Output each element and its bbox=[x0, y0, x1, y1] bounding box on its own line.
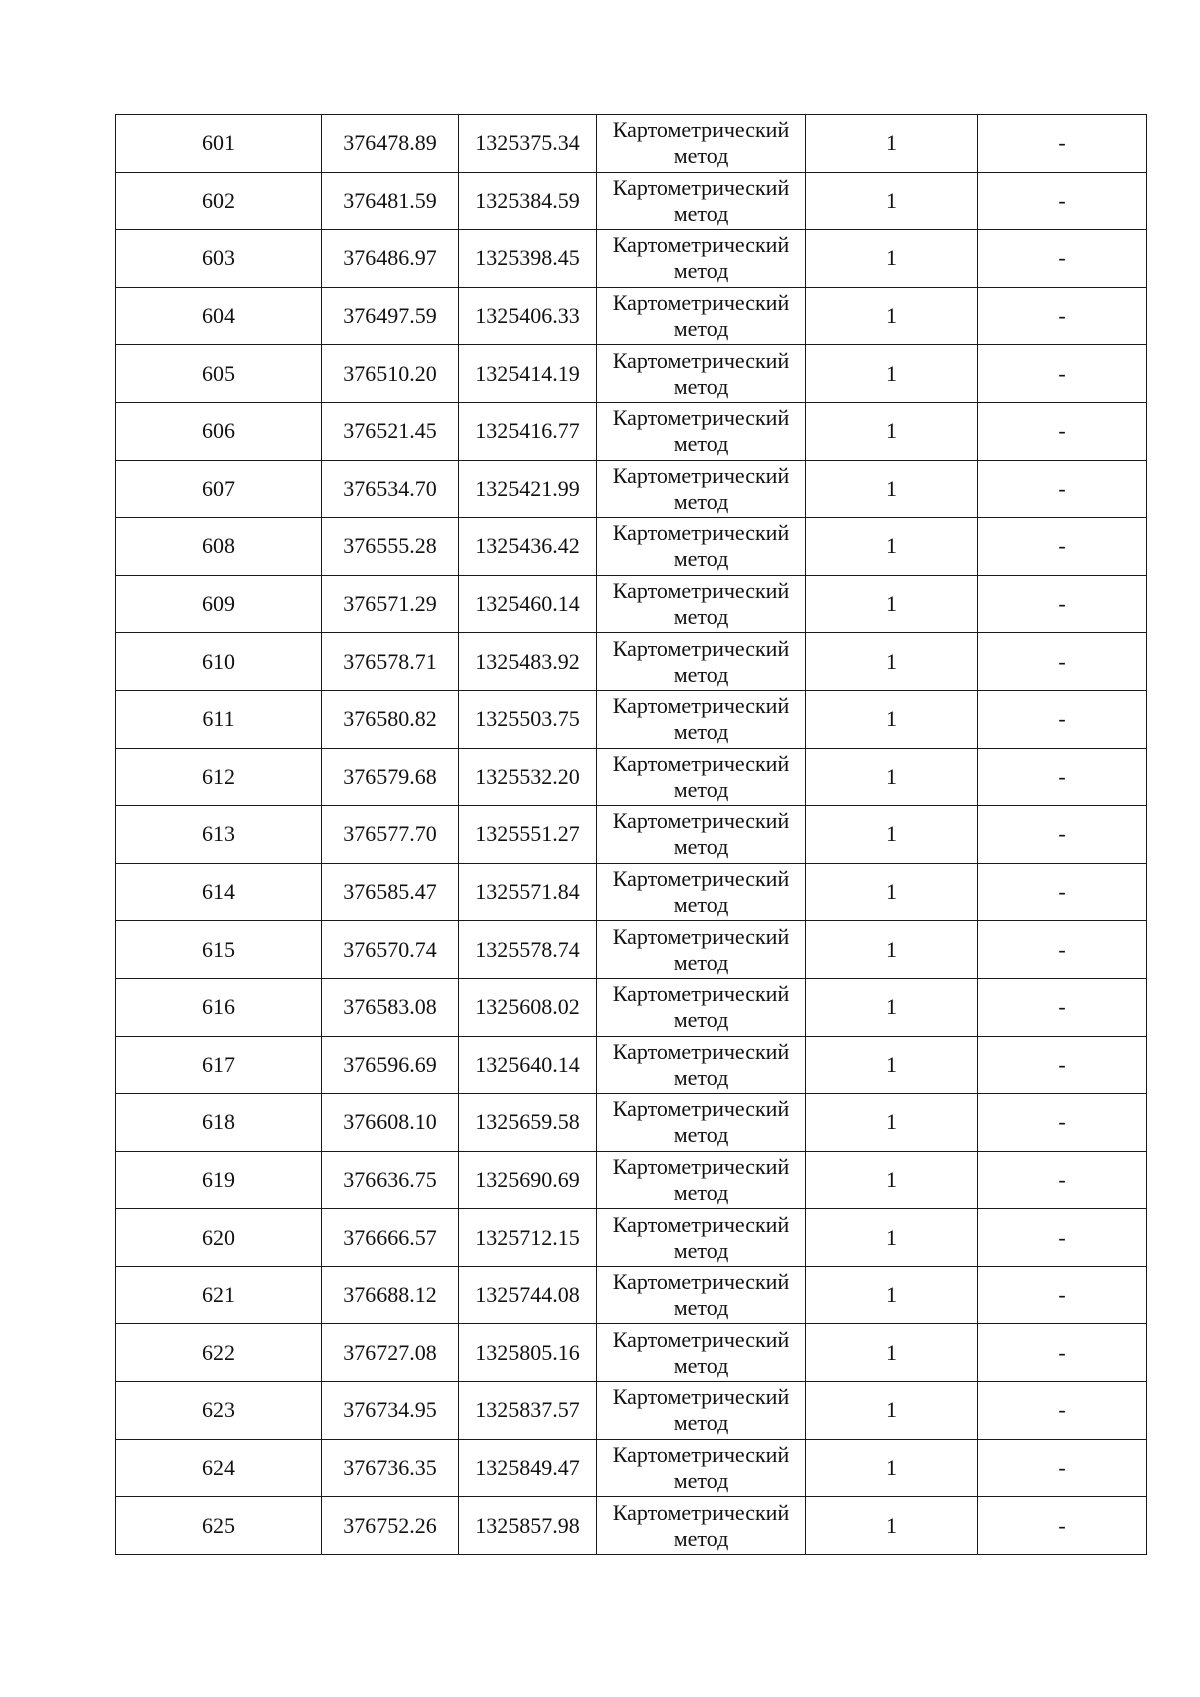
point-number-cell: 613 bbox=[116, 806, 322, 864]
table-row bbox=[116, 518, 1147, 576]
x-coordinate-cell: 376583.08 bbox=[322, 978, 459, 1036]
point-number-cell: 619 bbox=[116, 1151, 322, 1209]
table-row bbox=[116, 748, 1147, 806]
y-coordinate-cell: 1325460.14 bbox=[459, 575, 597, 633]
table-row bbox=[116, 1382, 1147, 1440]
method-cell: Картометрический метод bbox=[597, 863, 806, 921]
note-cell: - bbox=[978, 1324, 1147, 1382]
y-coordinate-cell: 1325659.58 bbox=[459, 1094, 597, 1152]
method-cell: Картометрический метод bbox=[597, 633, 806, 691]
x-coordinate-cell: 376570.74 bbox=[322, 921, 459, 979]
y-coordinate-cell: 1325857.98 bbox=[459, 1497, 597, 1555]
accuracy-cell: 1 bbox=[806, 287, 978, 345]
accuracy-cell: 1 bbox=[806, 1209, 978, 1267]
point-number-cell: 623 bbox=[116, 1382, 322, 1440]
y-coordinate-cell: 1325375.34 bbox=[459, 115, 597, 173]
table-row bbox=[116, 1151, 1147, 1209]
method-cell: Картометрический метод bbox=[597, 1324, 806, 1382]
table-row bbox=[116, 460, 1147, 518]
accuracy-cell: 1 bbox=[806, 1266, 978, 1324]
method-cell: Картометрический метод bbox=[597, 1266, 806, 1324]
table-row bbox=[116, 575, 1147, 633]
accuracy-cell: 1 bbox=[806, 1439, 978, 1497]
accuracy-cell: 1 bbox=[806, 1324, 978, 1382]
x-coordinate-cell: 376534.70 bbox=[322, 460, 459, 518]
accuracy-cell: 1 bbox=[806, 863, 978, 921]
y-coordinate-cell: 1325805.16 bbox=[459, 1324, 597, 1382]
point-number-cell: 612 bbox=[116, 748, 322, 806]
note-cell: - bbox=[978, 518, 1147, 576]
accuracy-cell: 1 bbox=[806, 518, 978, 576]
note-cell: - bbox=[978, 1439, 1147, 1497]
x-coordinate-cell: 376736.35 bbox=[322, 1439, 459, 1497]
table-row bbox=[116, 921, 1147, 979]
table-row bbox=[116, 1094, 1147, 1152]
table-row bbox=[116, 1209, 1147, 1267]
point-number-cell: 620 bbox=[116, 1209, 322, 1267]
point-number-cell: 603 bbox=[116, 230, 322, 288]
method-cell: Картометрический метод bbox=[597, 172, 806, 230]
x-coordinate-cell: 376510.20 bbox=[322, 345, 459, 403]
table-row bbox=[116, 1439, 1147, 1497]
accuracy-cell: 1 bbox=[806, 230, 978, 288]
accuracy-cell: 1 bbox=[806, 978, 978, 1036]
accuracy-cell: 1 bbox=[806, 748, 978, 806]
y-coordinate-cell: 1325532.20 bbox=[459, 748, 597, 806]
note-cell: - bbox=[978, 345, 1147, 403]
method-cell: Картометрический метод bbox=[597, 345, 806, 403]
method-cell: Картометрический метод bbox=[597, 402, 806, 460]
accuracy-cell: 1 bbox=[806, 690, 978, 748]
point-number-cell: 610 bbox=[116, 633, 322, 691]
note-cell: - bbox=[978, 172, 1147, 230]
accuracy-cell: 1 bbox=[806, 1094, 978, 1152]
table-row bbox=[116, 172, 1147, 230]
coordinates-table bbox=[115, 114, 1147, 1555]
point-number-cell: 618 bbox=[116, 1094, 322, 1152]
accuracy-cell: 1 bbox=[806, 575, 978, 633]
method-cell: Картометрический метод bbox=[597, 460, 806, 518]
note-cell: - bbox=[978, 1497, 1147, 1555]
accuracy-cell: 1 bbox=[806, 1151, 978, 1209]
point-number-cell: 616 bbox=[116, 978, 322, 1036]
method-cell: Картометрический метод bbox=[597, 690, 806, 748]
method-cell: Картометрический метод bbox=[597, 518, 806, 576]
method-cell: Картометрический метод bbox=[597, 1209, 806, 1267]
method-cell: Картометрический метод bbox=[597, 748, 806, 806]
y-coordinate-cell: 1325421.99 bbox=[459, 460, 597, 518]
note-cell: - bbox=[978, 1382, 1147, 1440]
table-row bbox=[116, 402, 1147, 460]
method-cell: Картометрический метод bbox=[597, 978, 806, 1036]
point-number-cell: 621 bbox=[116, 1266, 322, 1324]
accuracy-cell: 1 bbox=[806, 1036, 978, 1094]
note-cell: - bbox=[978, 230, 1147, 288]
x-coordinate-cell: 376734.95 bbox=[322, 1382, 459, 1440]
method-cell: Картометрический метод bbox=[597, 1036, 806, 1094]
note-cell: - bbox=[978, 748, 1147, 806]
method-cell: Картометрический метод bbox=[597, 1382, 806, 1440]
point-number-cell: 624 bbox=[116, 1439, 322, 1497]
table-row bbox=[116, 115, 1147, 173]
y-coordinate-cell: 1325849.47 bbox=[459, 1439, 597, 1497]
accuracy-cell: 1 bbox=[806, 115, 978, 173]
point-number-cell: 617 bbox=[116, 1036, 322, 1094]
y-coordinate-cell: 1325551.27 bbox=[459, 806, 597, 864]
x-coordinate-cell: 376580.82 bbox=[322, 690, 459, 748]
note-cell: - bbox=[978, 1151, 1147, 1209]
method-cell: Картометрический метод bbox=[597, 115, 806, 173]
x-coordinate-cell: 376481.59 bbox=[322, 172, 459, 230]
x-coordinate-cell: 376596.69 bbox=[322, 1036, 459, 1094]
y-coordinate-cell: 1325837.57 bbox=[459, 1382, 597, 1440]
method-cell: Картометрический метод bbox=[597, 575, 806, 633]
y-coordinate-cell: 1325503.75 bbox=[459, 690, 597, 748]
y-coordinate-cell: 1325690.69 bbox=[459, 1151, 597, 1209]
table-row bbox=[116, 287, 1147, 345]
point-number-cell: 608 bbox=[116, 518, 322, 576]
x-coordinate-cell: 376585.47 bbox=[322, 863, 459, 921]
y-coordinate-cell: 1325406.33 bbox=[459, 287, 597, 345]
x-coordinate-cell: 376577.70 bbox=[322, 806, 459, 864]
accuracy-cell: 1 bbox=[806, 1382, 978, 1440]
note-cell: - bbox=[978, 978, 1147, 1036]
point-number-cell: 609 bbox=[116, 575, 322, 633]
x-coordinate-cell: 376636.75 bbox=[322, 1151, 459, 1209]
accuracy-cell: 1 bbox=[806, 1497, 978, 1555]
point-number-cell: 606 bbox=[116, 402, 322, 460]
accuracy-cell: 1 bbox=[806, 345, 978, 403]
note-cell: - bbox=[978, 863, 1147, 921]
accuracy-cell: 1 bbox=[806, 172, 978, 230]
x-coordinate-cell: 376521.45 bbox=[322, 402, 459, 460]
accuracy-cell: 1 bbox=[806, 402, 978, 460]
method-cell: Картометрический метод bbox=[597, 1094, 806, 1152]
note-cell: - bbox=[978, 460, 1147, 518]
y-coordinate-cell: 1325571.84 bbox=[459, 863, 597, 921]
x-coordinate-cell: 376666.57 bbox=[322, 1209, 459, 1267]
method-cell: Картометрический метод bbox=[597, 1497, 806, 1555]
point-number-cell: 605 bbox=[116, 345, 322, 403]
note-cell: - bbox=[978, 1036, 1147, 1094]
x-coordinate-cell: 376579.68 bbox=[322, 748, 459, 806]
method-cell: Картометрический метод bbox=[597, 806, 806, 864]
table-row bbox=[116, 633, 1147, 691]
note-cell: - bbox=[978, 921, 1147, 979]
method-cell: Картометрический метод bbox=[597, 230, 806, 288]
point-number-cell: 625 bbox=[116, 1497, 322, 1555]
note-cell: - bbox=[978, 806, 1147, 864]
y-coordinate-cell: 1325398.45 bbox=[459, 230, 597, 288]
table-row bbox=[116, 1497, 1147, 1555]
y-coordinate-cell: 1325640.14 bbox=[459, 1036, 597, 1094]
accuracy-cell: 1 bbox=[806, 460, 978, 518]
x-coordinate-cell: 376752.26 bbox=[322, 1497, 459, 1555]
x-coordinate-cell: 376727.08 bbox=[322, 1324, 459, 1382]
table-row bbox=[116, 978, 1147, 1036]
table-row bbox=[116, 806, 1147, 864]
note-cell: - bbox=[978, 1094, 1147, 1152]
method-cell: Картометрический метод bbox=[597, 921, 806, 979]
point-number-cell: 615 bbox=[116, 921, 322, 979]
point-number-cell: 611 bbox=[116, 690, 322, 748]
accuracy-cell: 1 bbox=[806, 633, 978, 691]
table-row bbox=[116, 1324, 1147, 1382]
table-row bbox=[116, 690, 1147, 748]
x-coordinate-cell: 376571.29 bbox=[322, 575, 459, 633]
y-coordinate-cell: 1325436.42 bbox=[459, 518, 597, 576]
point-number-cell: 602 bbox=[116, 172, 322, 230]
x-coordinate-cell: 376608.10 bbox=[322, 1094, 459, 1152]
point-number-cell: 604 bbox=[116, 287, 322, 345]
method-cell: Картометрический метод bbox=[597, 1439, 806, 1497]
accuracy-cell: 1 bbox=[806, 921, 978, 979]
note-cell: - bbox=[978, 287, 1147, 345]
note-cell: - bbox=[978, 1266, 1147, 1324]
x-coordinate-cell: 376478.89 bbox=[322, 115, 459, 173]
accuracy-cell: 1 bbox=[806, 806, 978, 864]
point-number-cell: 622 bbox=[116, 1324, 322, 1382]
note-cell: - bbox=[978, 115, 1147, 173]
y-coordinate-cell: 1325416.77 bbox=[459, 402, 597, 460]
note-cell: - bbox=[978, 402, 1147, 460]
x-coordinate-cell: 376497.59 bbox=[322, 287, 459, 345]
point-number-cell: 607 bbox=[116, 460, 322, 518]
table-row bbox=[116, 230, 1147, 288]
y-coordinate-cell: 1325578.74 bbox=[459, 921, 597, 979]
y-coordinate-cell: 1325712.15 bbox=[459, 1209, 597, 1267]
y-coordinate-cell: 1325744.08 bbox=[459, 1266, 597, 1324]
x-coordinate-cell: 376688.12 bbox=[322, 1266, 459, 1324]
x-coordinate-cell: 376578.71 bbox=[322, 633, 459, 691]
table-row bbox=[116, 1036, 1147, 1094]
note-cell: - bbox=[978, 690, 1147, 748]
y-coordinate-cell: 1325414.19 bbox=[459, 345, 597, 403]
note-cell: - bbox=[978, 633, 1147, 691]
y-coordinate-cell: 1325608.02 bbox=[459, 978, 597, 1036]
y-coordinate-cell: 1325483.92 bbox=[459, 633, 597, 691]
method-cell: Картометрический метод bbox=[597, 287, 806, 345]
x-coordinate-cell: 376555.28 bbox=[322, 518, 459, 576]
note-cell: - bbox=[978, 1209, 1147, 1267]
note-cell: - bbox=[978, 575, 1147, 633]
table-row bbox=[116, 345, 1147, 403]
table-row bbox=[116, 1266, 1147, 1324]
point-number-cell: 614 bbox=[116, 863, 322, 921]
point-number-cell: 601 bbox=[116, 115, 322, 173]
y-coordinate-cell: 1325384.59 bbox=[459, 172, 597, 230]
method-cell: Картометрический метод bbox=[597, 1151, 806, 1209]
x-coordinate-cell: 376486.97 bbox=[322, 230, 459, 288]
table-row bbox=[116, 863, 1147, 921]
coordinates-table-body bbox=[116, 115, 1147, 1555]
